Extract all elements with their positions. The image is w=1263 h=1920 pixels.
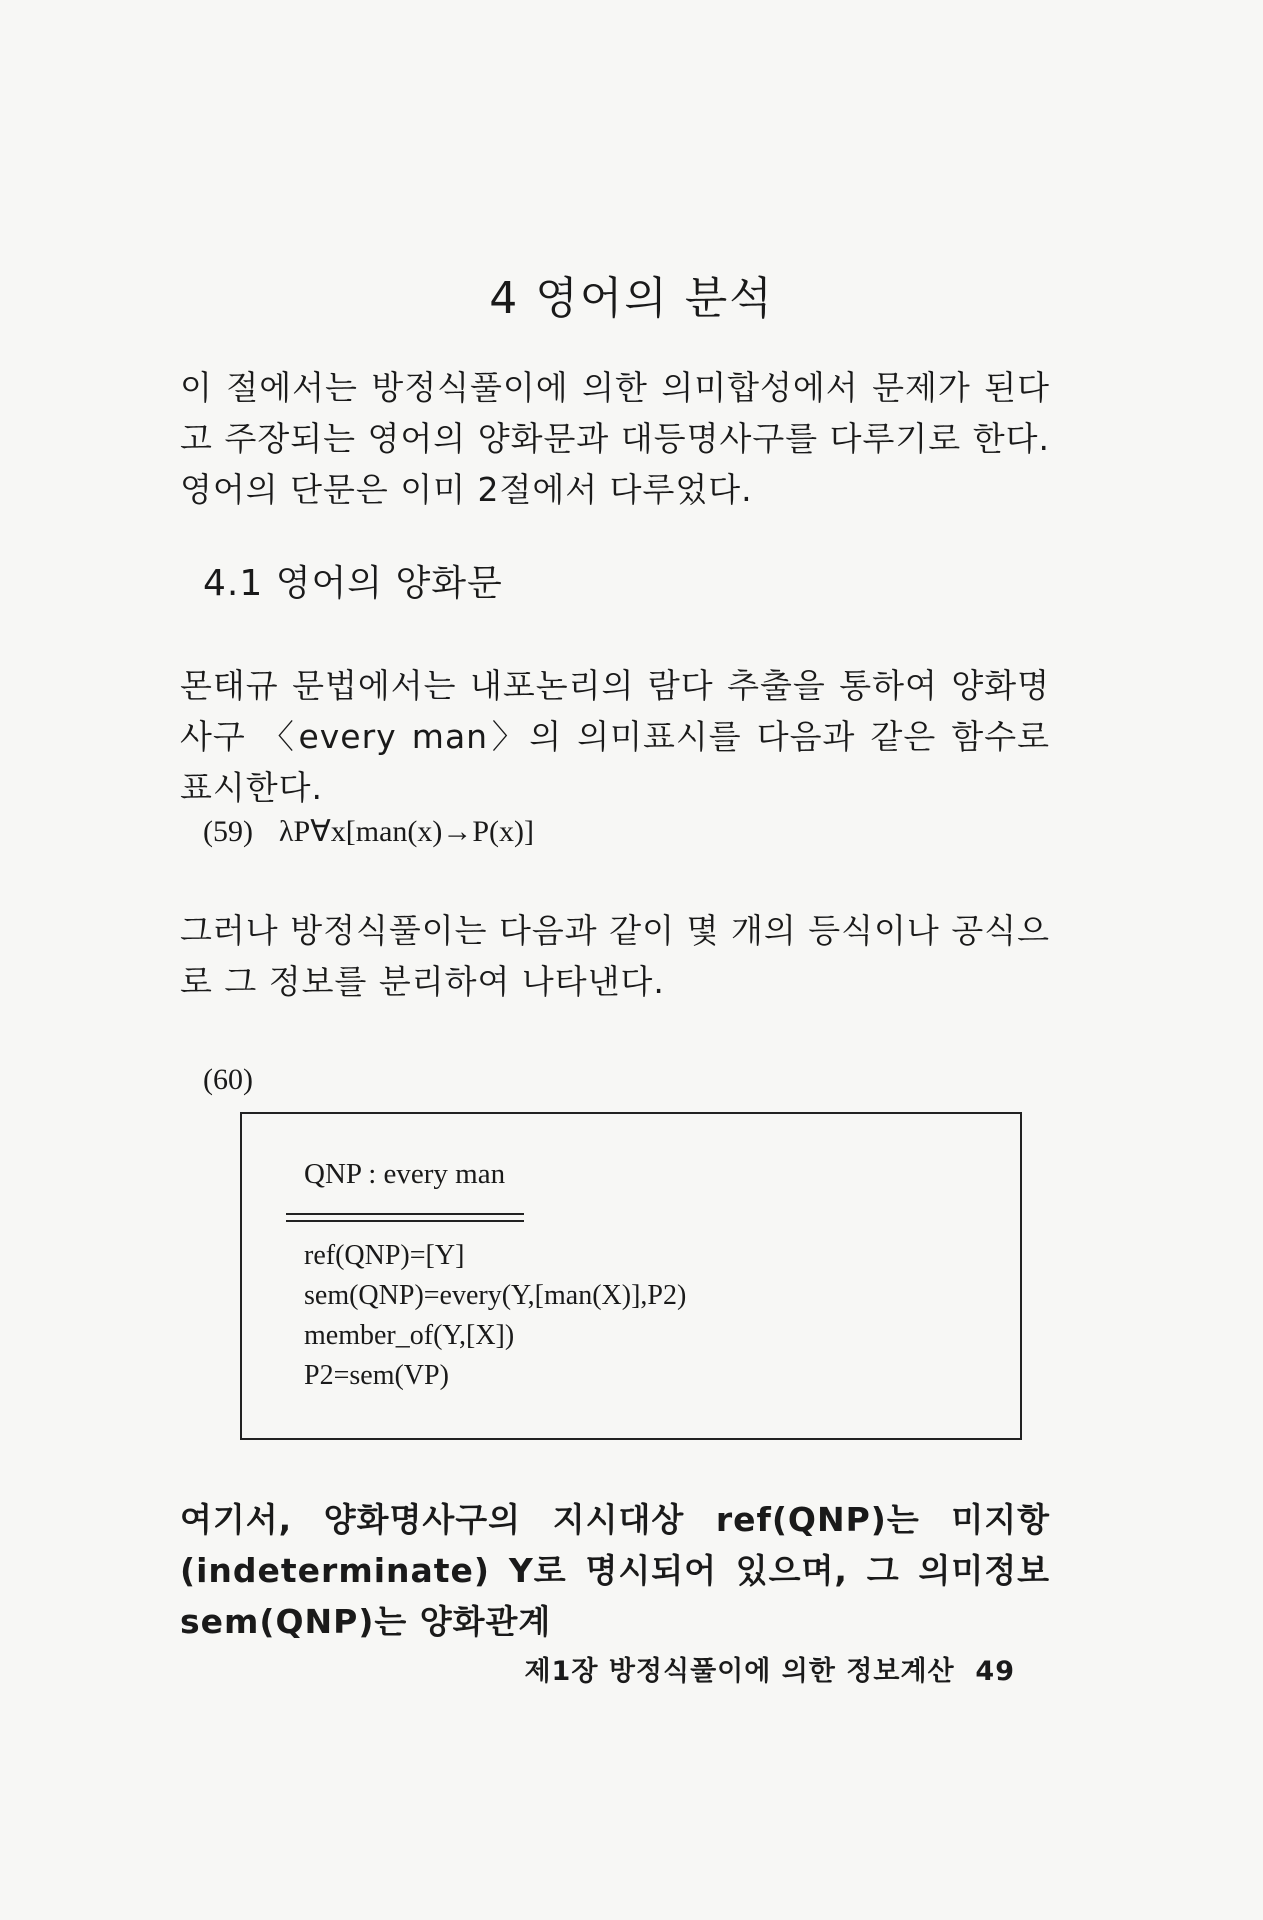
intro-paragraph: 이 절에서는 방정식풀이에 의한 의미합성에서 문제가 된다고 주장되는 영어의 양화문과 대등명사구를 다루기로 한다. 영어의 단문은 이미 2절에서 다루었다. xyxy=(180,368,1050,509)
example-number: (60) xyxy=(203,1063,253,1096)
equation-list xyxy=(304,1236,686,1396)
equation-line: P2=sem(VP) xyxy=(304,1360,449,1391)
equation-line: sem(QNP)=every(Y,[man(X)],P2) xyxy=(304,1280,687,1311)
equation-line: member_of(Y,[X]) xyxy=(304,1320,515,1351)
page-number: 49 xyxy=(975,1656,1015,1687)
paragraph-equations: 그러나 방정식풀이는 다음과 같이 몇 개의 등식이나 공식으로 그 정보를 분리하여 나타낸다. xyxy=(180,911,1050,1001)
running-footer-title: 제1장 방정식풀이에 의한 정보계산 xyxy=(524,1656,955,1687)
box-header: QNP : every man xyxy=(304,1158,506,1190)
section-paragraph: 몬태규 문법에서는 내포논리의 람다 추출을 통하여 양화명사구 〈every man〉의 의미표시를 다음과 같은 함수로 표시한다. xyxy=(180,666,1050,807)
chapter-section-title: 4 영어의 분석 xyxy=(489,273,774,324)
feature-structure-box xyxy=(240,1112,1022,1440)
double-rule-divider xyxy=(286,1213,524,1222)
section-heading: 4.1 영어의 양화문 xyxy=(203,563,503,604)
example-number: (59) xyxy=(203,815,253,848)
lambda-formula: λP∀x[man(x)→P(x)] xyxy=(278,815,535,848)
equation-line: ref(QNP)=[Y] xyxy=(304,1240,465,1271)
example-59 xyxy=(203,814,534,849)
page-footer xyxy=(524,1649,1015,1688)
paragraph-referent: 여기서, 양화명사구의 지시대상 ref(QNP)는 미지항(indeterminate) Y로 명시되어 있으며, 그 의미정보 sem(QNP)는 양화관계 xyxy=(180,1500,1050,1641)
